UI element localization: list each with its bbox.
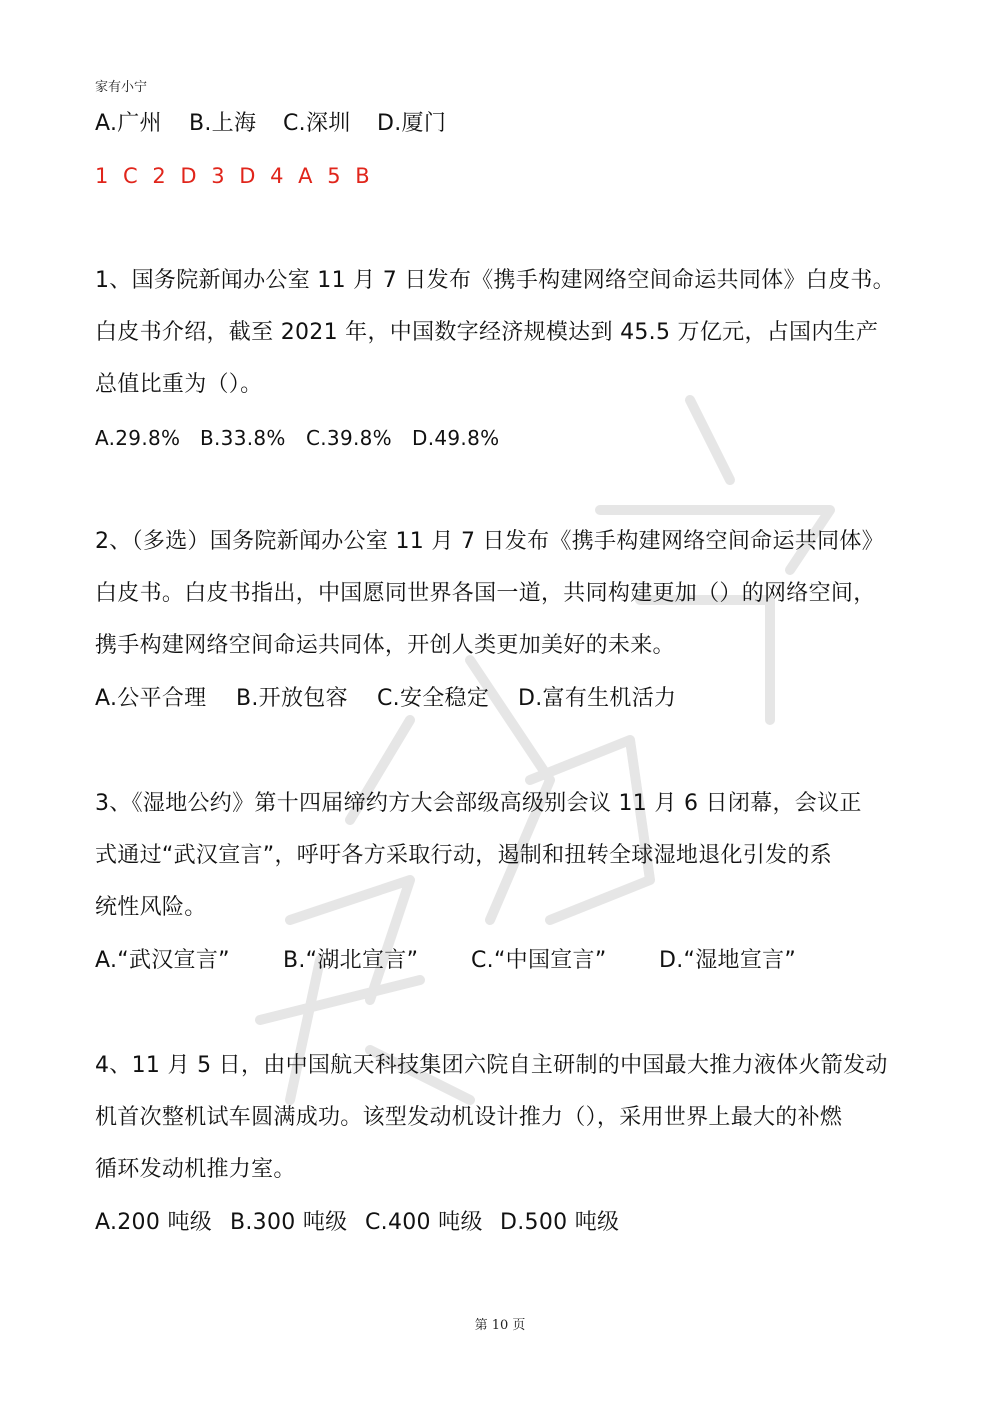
option: B.300 吨级 bbox=[230, 1210, 348, 1235]
option: A.29.8% bbox=[95, 426, 181, 450]
option: D.厦门 bbox=[377, 111, 447, 136]
question-2-options bbox=[95, 685, 676, 713]
question-4-options bbox=[95, 1209, 619, 1237]
question-1-line-1: 1、国务院新闻办公室 11 月 7 日发布《携手构建网络空间命运共同体》白皮书。 bbox=[95, 268, 895, 293]
option: A.“武汉宣言” bbox=[95, 948, 230, 973]
option: C.安全稳定 bbox=[377, 686, 490, 711]
option: D.500 吨级 bbox=[500, 1210, 620, 1235]
option: A.广州 bbox=[95, 111, 162, 136]
question-1-options bbox=[95, 424, 499, 452]
question-4-line-3: 循环发动机推力室。 bbox=[95, 1157, 296, 1182]
question-4-line-2: 机首次整机试车圆满成功。该型发动机设计推力（），采用世界上最大的补燃 bbox=[95, 1105, 843, 1130]
question-1-line-3: 总值比重为（）。 bbox=[95, 372, 263, 397]
answer-key: 1 C 2 D 3 D 4 A 5 B bbox=[95, 164, 374, 188]
question-4-line-1: 4、11 月 5 日，由中国航天科技集团六院自主研制的中国最大推力液体火箭发动 bbox=[95, 1053, 888, 1078]
option: C.“中国宣言” bbox=[471, 948, 607, 973]
option: C.39.8% bbox=[306, 426, 392, 450]
page-header: 家有小宁 bbox=[95, 80, 148, 95]
option: B.“湖北宣言” bbox=[283, 948, 419, 973]
question-3-line-3: 统性风险。 bbox=[95, 895, 207, 920]
question-3-line-2: 式通过“武汉宣言”，呼吁各方采取行动，遏制和扭转全球湿地退化引发的系 bbox=[95, 843, 832, 868]
option: B.开放包容 bbox=[236, 686, 348, 711]
question-1-line-2: 白皮书介绍，截至 2021 年，中国数字经济规模达到 45.5 万亿元，占国内生产 bbox=[95, 320, 879, 345]
question-2-line-1: 2、（多选）国务院新闻办公室 11 月 7 日发布《携手构建网络空间命运共同体》 bbox=[95, 529, 884, 554]
option: D.“湿地宣言” bbox=[659, 948, 797, 973]
option: A.200 吨级 bbox=[95, 1210, 213, 1235]
option: A.公平合理 bbox=[95, 686, 207, 711]
page-number: 第 10 页 bbox=[474, 1318, 526, 1333]
question-3-options bbox=[95, 947, 796, 975]
option: C.400 吨级 bbox=[365, 1210, 483, 1235]
question-2-line-2: 白皮书。白皮书指出，中国愿同世界各国一道，共同构建更加（）的网络空间， bbox=[95, 581, 876, 606]
option: B.33.8% bbox=[200, 426, 286, 450]
prev-options-row bbox=[95, 110, 446, 138]
option: D.富有生机活力 bbox=[518, 686, 677, 711]
question-2-line-3: 携手构建网络空间命运共同体，开创人类更加美好的未来。 bbox=[95, 633, 675, 658]
question-3-line-1: 3、《湿地公约》第十四届缔约方大会部级高级别会议 11 月 6 日闭幕，会议正 bbox=[95, 791, 862, 816]
option: D.49.8% bbox=[412, 426, 500, 450]
option: C.深圳 bbox=[283, 111, 351, 136]
option: B.上海 bbox=[189, 111, 257, 136]
